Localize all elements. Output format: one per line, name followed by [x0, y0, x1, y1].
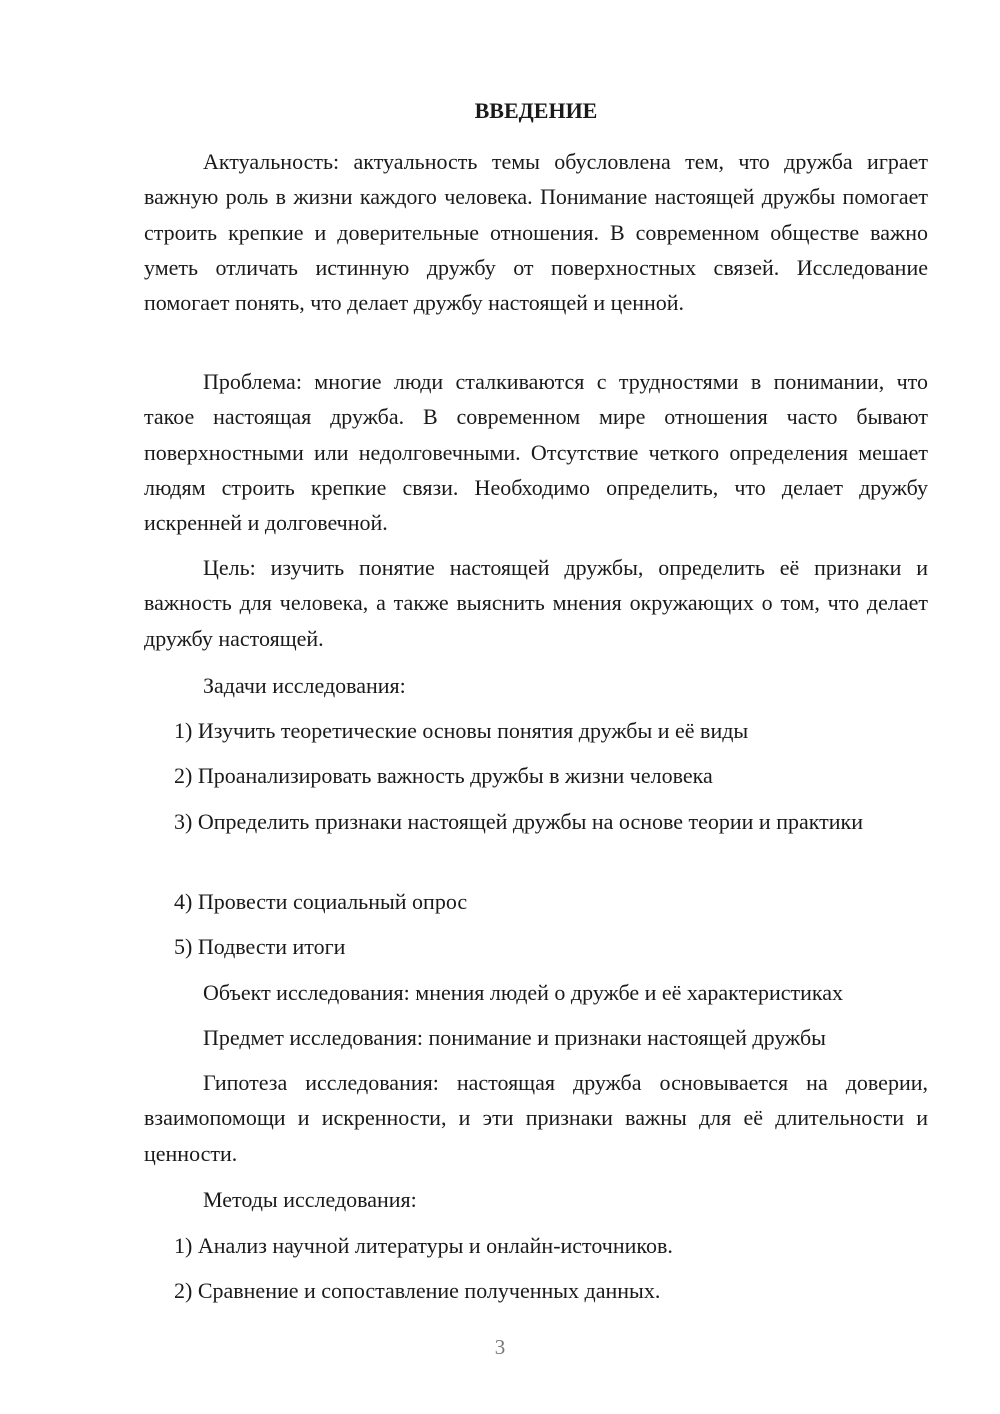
- task-item: 4) Провести социальный опрос: [174, 889, 468, 914]
- task-item: 2) Проанализировать важность дружбы в жизни человека: [174, 763, 713, 788]
- tasks-heading: Задачи исследования:: [203, 673, 406, 698]
- relevance-paragraph: Актуальность: актуальность темы обусловлена тем, что дружба играет важную роль в жизни каждого человека. Понимание настоящей дружбы помогает строить крепкие и доверительные отношения. В современном обществе важно уметь отличать истинную дружбу от поверхностных связей. Исследование помогает понять, что делает дружбу настоящей и ценной.: [144, 149, 928, 316]
- task-item: 1) Изучить теоретические основы понятия дружбы и её виды: [174, 718, 749, 743]
- object-paragraph: Объект исследования: мнения людей о дружбе и её характеристиках: [203, 980, 843, 1005]
- task-item: 5) Подвести итоги: [174, 934, 346, 959]
- task-item: 3) Определить признаки настоящей дружбы на основе теории и практики: [174, 809, 863, 834]
- page-number: 3: [494, 1335, 506, 1359]
- problem-paragraph: Проблема: многие люди сталкиваются с трудностями в понимании, что такое настоящая дружба. В современном мире отношения часто бывают поверхностными или недолговечными. Отсутствие четкого определения мешает людям строить крепкие связи. Необходимо определить, что делает дружбу искренней и долговечной.: [144, 369, 928, 536]
- methods-heading: Методы исследования:: [203, 1187, 417, 1212]
- subject-paragraph: Предмет исследования: понимание и признаки настоящей дружбы: [203, 1025, 826, 1050]
- goal-paragraph: Цель: изучить понятие настоящей дружбы, определить её признаки и важность для человека, а также выяснить мнения окружающих о том, что делает дружбу настоящей.: [144, 555, 928, 651]
- method-item: 2) Сравнение и сопоставление полученных данных.: [174, 1278, 661, 1303]
- method-item: 1) Анализ научной литературы и онлайн-источников.: [174, 1233, 673, 1258]
- section-heading: ВВЕДЕНИЕ: [474, 98, 598, 123]
- hypothesis-paragraph: Гипотеза исследования: настоящая дружба основывается на доверии, взаимопомощи и искренности, и эти признаки важны для её длительности и ценности.: [144, 1070, 928, 1166]
